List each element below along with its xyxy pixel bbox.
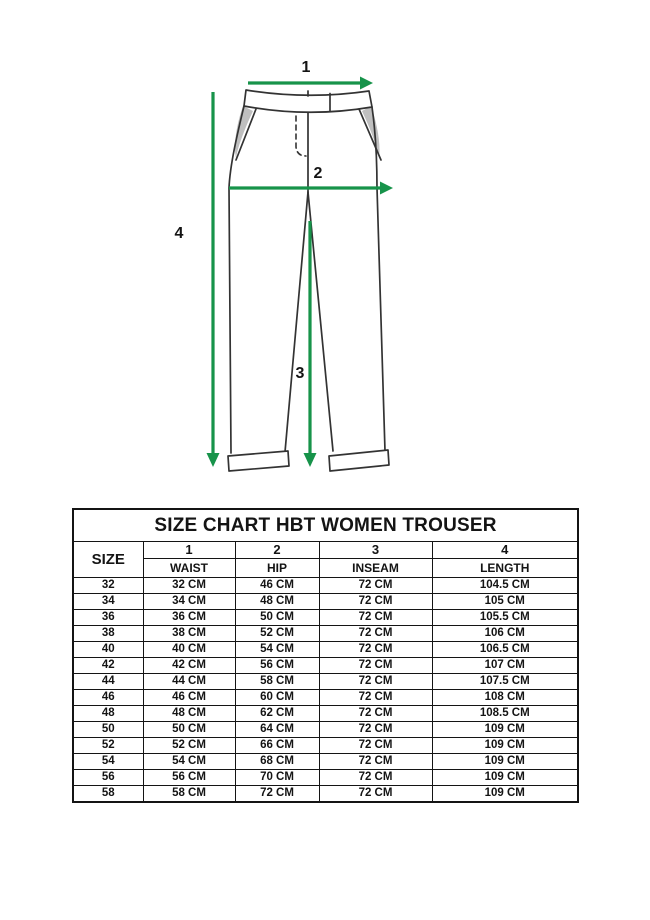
left-cuff — [228, 451, 289, 471]
table-row — [73, 610, 578, 626]
waist-cell: 56 CM — [143, 770, 235, 786]
length-cell: 105 CM — [432, 594, 578, 610]
size-cell: 40 — [73, 642, 143, 658]
inseam-cell: 72 CM — [319, 738, 432, 754]
table-row — [73, 594, 578, 610]
size-cell: 34 — [73, 594, 143, 610]
inseam-cell: 72 CM — [319, 658, 432, 674]
column-header-num-4: 4 — [432, 542, 578, 559]
length-cell: 107.5 CM — [432, 674, 578, 690]
size-cell: 46 — [73, 690, 143, 706]
hip-cell: 48 CM — [235, 594, 319, 610]
waist-cell: 44 CM — [143, 674, 235, 690]
inseam-cell: 72 CM — [319, 642, 432, 658]
hip-cell: 66 CM — [235, 738, 319, 754]
inseam-cell: 72 CM — [319, 594, 432, 610]
label-measure-4: 4 — [174, 225, 184, 242]
hip-cell: 72 CM — [235, 786, 319, 803]
length-cell: 109 CM — [432, 722, 578, 738]
label-measure-1: 1 — [301, 59, 311, 76]
table-title-row — [73, 509, 578, 542]
waist-measure-arrow — [248, 77, 373, 90]
inseam-cell: 72 CM — [319, 626, 432, 642]
column-header-num-3: 3 — [319, 542, 432, 559]
waist-cell: 36 CM — [143, 610, 235, 626]
measurement-arrows — [207, 77, 394, 468]
hip-cell: 50 CM — [235, 610, 319, 626]
table-row — [73, 786, 578, 803]
hip-cell: 64 CM — [235, 722, 319, 738]
waist-cell: 48 CM — [143, 706, 235, 722]
column-header-num-1: 1 — [143, 542, 235, 559]
right-cuff — [329, 450, 389, 471]
table-row — [73, 754, 578, 770]
hip-cell: 62 CM — [235, 706, 319, 722]
length-cell: 106.5 CM — [432, 642, 578, 658]
table-row — [73, 578, 578, 594]
label-measure-3: 3 — [295, 365, 305, 382]
size-cell: 52 — [73, 738, 143, 754]
hip-cell: 68 CM — [235, 754, 319, 770]
waist-cell: 32 CM — [143, 578, 235, 594]
hip-cell: 70 CM — [235, 770, 319, 786]
inseam-cell: 72 CM — [319, 722, 432, 738]
waist-cell: 52 CM — [143, 738, 235, 754]
measure-number-header-row — [73, 542, 578, 559]
waist-cell: 54 CM — [143, 754, 235, 770]
length-cell: 105.5 CM — [432, 610, 578, 626]
waist-cell: 58 CM — [143, 786, 235, 803]
inseam-cell: 72 CM — [319, 770, 432, 786]
size-table-body — [73, 578, 578, 803]
length-cell: 109 CM — [432, 770, 578, 786]
column-header-size: SIZE — [73, 542, 143, 578]
waist-cell: 42 CM — [143, 658, 235, 674]
size-cell: 38 — [73, 626, 143, 642]
size-cell: 58 — [73, 786, 143, 803]
left-leg-outline — [229, 106, 308, 453]
column-header-waist: WAIST — [143, 559, 235, 578]
table-title: SIZE CHART HBT WOMEN TROUSER — [73, 509, 578, 542]
measure-name-header-row — [73, 559, 578, 578]
size-cell: 54 — [73, 754, 143, 770]
column-header-hip: HIP — [235, 559, 319, 578]
waist-cell: 50 CM — [143, 722, 235, 738]
length-cell: 107 CM — [432, 658, 578, 674]
size-cell: 50 — [73, 722, 143, 738]
waist-cell: 46 CM — [143, 690, 235, 706]
table-row — [73, 738, 578, 754]
table-row — [73, 658, 578, 674]
inseam-cell: 72 CM — [319, 578, 432, 594]
right-leg-outline — [308, 107, 385, 451]
hip-cell: 46 CM — [235, 578, 319, 594]
hip-cell: 52 CM — [235, 626, 319, 642]
size-cell: 44 — [73, 674, 143, 690]
column-header-inseam: INSEAM — [319, 559, 432, 578]
size-cell: 36 — [73, 610, 143, 626]
length-cell: 109 CM — [432, 738, 578, 754]
hip-cell: 58 CM — [235, 674, 319, 690]
table-row — [73, 674, 578, 690]
inseam-cell: 72 CM — [319, 690, 432, 706]
size-cell: 32 — [73, 578, 143, 594]
size-chart-table — [72, 508, 579, 803]
length-cell: 104.5 CM — [432, 578, 578, 594]
fly-stitch-line — [296, 116, 306, 156]
table-row — [73, 770, 578, 786]
waist-cell: 40 CM — [143, 642, 235, 658]
length-measure-arrow — [207, 92, 220, 467]
table-row — [73, 722, 578, 738]
length-cell: 108.5 CM — [432, 706, 578, 722]
hip-cell: 54 CM — [235, 642, 319, 658]
hip-measure-arrow — [229, 182, 393, 195]
length-cell: 108 CM — [432, 690, 578, 706]
column-header-length: LENGTH — [432, 559, 578, 578]
column-header-num-2: 2 — [235, 542, 319, 559]
inseam-cell: 72 CM — [319, 610, 432, 626]
size-cell: 42 — [73, 658, 143, 674]
length-cell: 109 CM — [432, 754, 578, 770]
inseam-cell: 72 CM — [319, 674, 432, 690]
hip-cell: 56 CM — [235, 658, 319, 674]
length-cell: 109 CM — [432, 786, 578, 803]
waist-cell: 34 CM — [143, 594, 235, 610]
table-row — [73, 706, 578, 722]
size-cell: 56 — [73, 770, 143, 786]
table-row — [73, 626, 578, 642]
table-row — [73, 642, 578, 658]
hip-cell: 60 CM — [235, 690, 319, 706]
waist-cell: 38 CM — [143, 626, 235, 642]
length-cell: 106 CM — [432, 626, 578, 642]
label-measure-2: 2 — [313, 165, 323, 182]
inseam-cell: 72 CM — [319, 706, 432, 722]
size-cell: 48 — [73, 706, 143, 722]
inseam-cell: 72 CM — [319, 754, 432, 770]
inseam-cell: 72 CM — [319, 786, 432, 803]
table-row — [73, 690, 578, 706]
